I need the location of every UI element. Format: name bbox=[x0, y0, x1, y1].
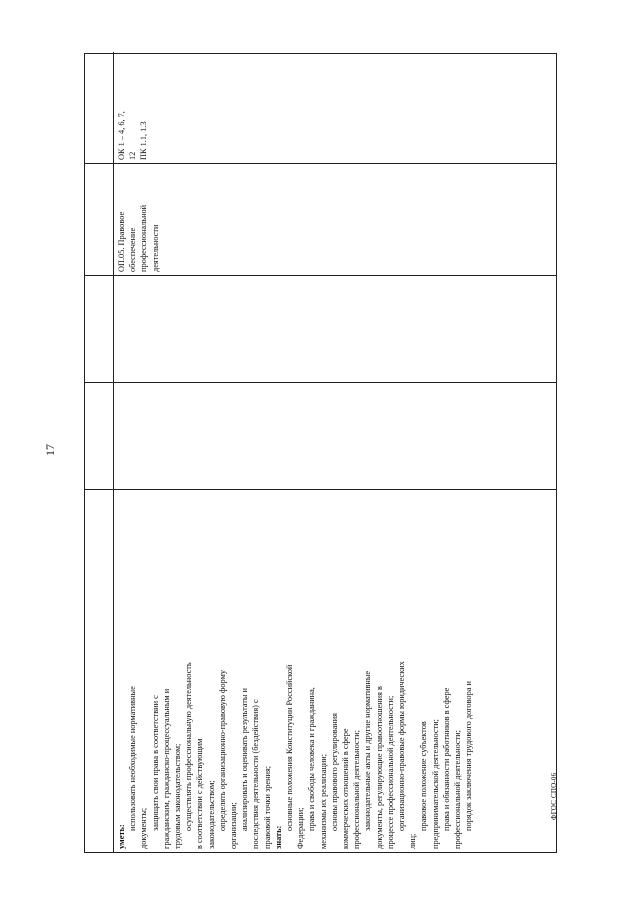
text-line: защищать свои права в соответствии с bbox=[150, 695, 160, 831]
text-line: законодательством; bbox=[206, 780, 216, 849]
text-line: коммерческих отношений в сфере bbox=[341, 728, 351, 849]
footer-code: ФГОС СПО-06 bbox=[550, 772, 558, 820]
text-line: процессе профессиональной деятельности; bbox=[385, 695, 395, 849]
text-line: анализировать и оценивать результаты и bbox=[240, 688, 250, 831]
text-line: использовать необходимые нормативные bbox=[128, 686, 138, 831]
text-line: организации; bbox=[229, 802, 239, 849]
table-cell bbox=[85, 382, 113, 489]
hours-class-cell bbox=[114, 275, 556, 382]
table-row-top bbox=[85, 52, 114, 852]
discipline-cell bbox=[114, 163, 556, 275]
text-line: деятельности bbox=[150, 224, 160, 272]
text-line: основы правового регулирования bbox=[329, 713, 339, 831]
text-line: профессиональной bbox=[139, 204, 149, 272]
page-number: 17 bbox=[43, 444, 57, 456]
text-line: обеспечение bbox=[128, 227, 138, 272]
table-row-main bbox=[114, 52, 556, 852]
text-line: знать: bbox=[273, 825, 283, 849]
text-line: организационно-правовые формы юридических bbox=[397, 661, 407, 831]
text-line: основные положения Конституции Российской bbox=[285, 664, 295, 831]
text-line: лиц; bbox=[408, 833, 418, 849]
text-line: права и свободы человека и гражданина, bbox=[307, 687, 317, 831]
text-line: права и обязанности работников в сфере bbox=[441, 687, 451, 831]
text-line: гражданским, гражданско-процессуальным и bbox=[161, 688, 171, 849]
text-line: осуществлять профессиональную деятельность bbox=[184, 662, 194, 831]
curriculum-table bbox=[84, 53, 557, 853]
table-cell bbox=[85, 275, 113, 382]
rotated-page-content bbox=[84, 53, 557, 853]
text-line: порядок заключения трудового договора и bbox=[464, 681, 474, 831]
table-cell bbox=[85, 489, 113, 852]
text-line: ПК 1.1, 1.3 bbox=[139, 121, 149, 160]
text-line: в соответствии с действующим bbox=[195, 738, 205, 849]
text-line: документы, регулирующие правоотношения в bbox=[374, 686, 384, 849]
table-cell bbox=[85, 52, 113, 163]
text-line: механизмы их реализации; bbox=[318, 753, 328, 849]
competence-cell bbox=[114, 52, 556, 163]
hours-max-cell bbox=[114, 382, 556, 489]
text-line: профессиональной деятельности; bbox=[453, 730, 463, 849]
text-line: Федерации; bbox=[296, 807, 306, 849]
text-line: ОП.05. Правовое bbox=[117, 211, 126, 272]
text-line: определять организационно-правовую форму bbox=[217, 670, 227, 831]
text-line: документы; bbox=[139, 807, 149, 849]
text-line: ОК 1 – 4, 6, 7, bbox=[117, 111, 126, 160]
skills-knowledge-cell bbox=[114, 489, 556, 852]
text-line: последствия деятельности (бездействия) с bbox=[251, 699, 261, 849]
table-cell bbox=[85, 163, 113, 275]
text-line: 12 bbox=[128, 151, 138, 160]
text-line: законодательные акты и другие нормативные bbox=[363, 670, 373, 831]
text-line: правовое положение субъектов bbox=[419, 721, 429, 831]
text-line: уметь: bbox=[117, 824, 126, 849]
text-line: профессиональной деятельности; bbox=[352, 730, 362, 849]
text-line: трудовым законодательством; bbox=[173, 743, 183, 849]
text-line: правовой точки зрения; bbox=[262, 765, 272, 849]
text-line: предпринимательской деятельности; bbox=[430, 719, 440, 849]
